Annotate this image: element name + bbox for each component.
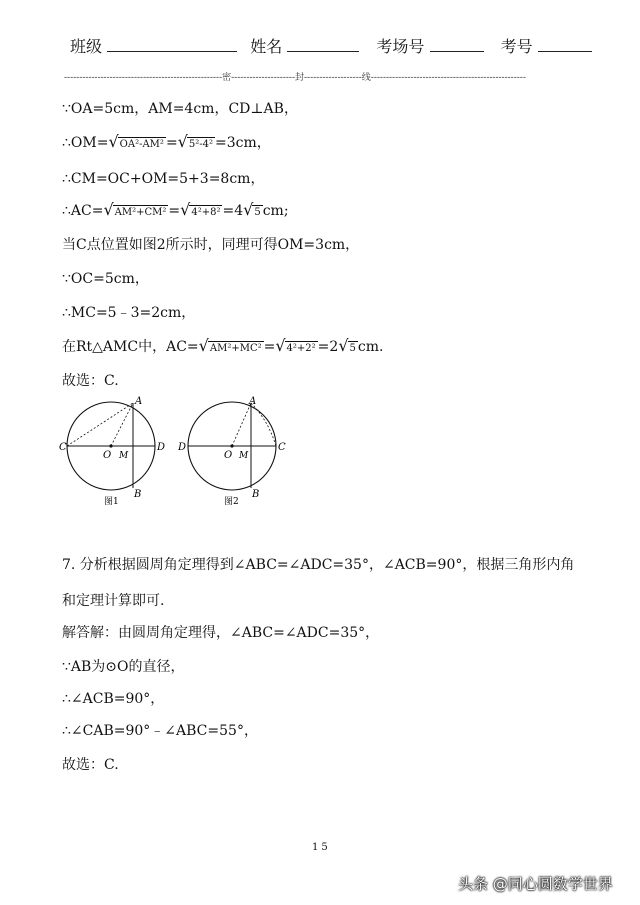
fig2-label-b: B	[252, 489, 260, 500]
q7-line-1: 7. 分析根据圆周角定理得到∠ABC=∠ADC=35°，∠ACB=90°，根据三角形内角	[62, 557, 575, 573]
fig1-label-m: M	[119, 451, 129, 461]
line-9: 故选：C.	[62, 373, 119, 389]
number-blank	[538, 37, 592, 52]
fig1-center-dot	[109, 444, 112, 447]
line-2-pre: ∴OM=	[62, 135, 109, 151]
seal-line: ----------------------------------------------------密---------------------封-------------------线---------------------------------------------------	[64, 73, 526, 83]
fig2-label-d: D	[178, 442, 187, 453]
exam-header	[70, 34, 592, 57]
radical-5-4: 5²-4²	[188, 139, 213, 150]
fig2-center-dot	[230, 444, 233, 447]
line-6: ∵OC=5cm，	[62, 271, 149, 287]
line-4-mid2: =4	[222, 203, 244, 219]
line-8-pre: 在Rt△AMC中，AC=	[62, 339, 199, 355]
fig1-label-c: C	[59, 442, 67, 453]
name-label: 姓名	[250, 37, 283, 56]
fig2-caption: 图2	[224, 497, 239, 507]
fig2-label-c: C	[278, 442, 286, 453]
line-1: ∵OA=5cm，AM=4cm，CD⊥AB，	[62, 101, 298, 117]
fig1-label-a: A	[135, 396, 143, 407]
line-8-post: cm.	[357, 339, 384, 355]
geometry-figures	[56, 396, 296, 511]
q7-line-2: 和定理计算即可.	[62, 593, 165, 609]
radical-4-8: 4²+8²	[191, 207, 221, 218]
line-4-mid: =	[168, 203, 181, 219]
figure-1	[59, 396, 165, 507]
line-8-mid: =	[263, 339, 276, 355]
fig2-label-m: M	[239, 451, 249, 461]
line-2-mid: =	[165, 135, 178, 151]
fig2-label-a: A	[249, 396, 257, 407]
class-label: 班级	[70, 37, 103, 56]
watermark: 头条 @同心圆数学世界	[458, 875, 613, 893]
q7-line-4: ∵AB为⊙O的直径，	[62, 659, 185, 675]
line-8: 在Rt△AMC中，AC=√AM²+MC² =√4²+2² =2√5 cm.	[62, 336, 384, 355]
radical-4-2: 4²+2²	[286, 343, 316, 354]
q7-line-7: 故选：C.	[62, 757, 119, 773]
radical-5b: 5	[349, 343, 356, 354]
class-blank	[107, 37, 237, 52]
line-4: ∴AC=√AM²+CM² =√4²+8² =4√5 cm;	[62, 200, 289, 219]
radical-am-cm: AM²+CM²	[114, 207, 167, 218]
radical-am-mc: AM²+MC²	[209, 343, 262, 354]
room-label: 考场号	[376, 37, 425, 56]
fig1-caption: 图1	[104, 497, 119, 507]
q7-line-6: ∴∠CAB=90°﹣∠ABC=55°，	[62, 723, 258, 739]
fig2-label-o: O	[224, 450, 233, 461]
figure-2	[177, 396, 286, 507]
radical-5: 5	[254, 207, 261, 218]
fig1-segment-oa	[111, 403, 133, 446]
fig1-label-o: O	[103, 450, 112, 461]
line-2-post: =3cm，	[215, 135, 271, 151]
line-4-post: cm;	[262, 203, 289, 219]
fig1-label-b: B	[134, 489, 142, 500]
radical-oa-am: OA²-AM²	[119, 139, 164, 150]
name-blank	[287, 37, 359, 52]
line-2: ∴OM=√OA²-AM² =√5²-4² =3cm，	[62, 132, 271, 151]
fig2-segment-oa	[232, 403, 251, 446]
line-5: 当C点位置如图2所示时，同理可得OM=3cm，	[62, 237, 360, 253]
line-7: ∴MC=5﹣3=2cm，	[62, 305, 196, 321]
line-3: ∴CM=OC+OM=5+3=8cm，	[62, 171, 265, 187]
fig1-segment-ca	[67, 403, 133, 446]
line-8-mid2: =2	[317, 339, 339, 355]
q7-line-5: ∴∠ACB=90°，	[62, 691, 165, 707]
room-blank	[430, 37, 484, 52]
line-4-pre: ∴AC=	[62, 203, 104, 219]
number-label: 考号	[500, 37, 533, 56]
q7-line-3: 解答解：由圆周角定理得，∠ABC=∠ADC=35°，	[62, 625, 380, 641]
fig1-label-d: D	[157, 442, 166, 453]
page-number: 15	[312, 842, 331, 853]
fig2-segment-ac	[251, 403, 276, 446]
